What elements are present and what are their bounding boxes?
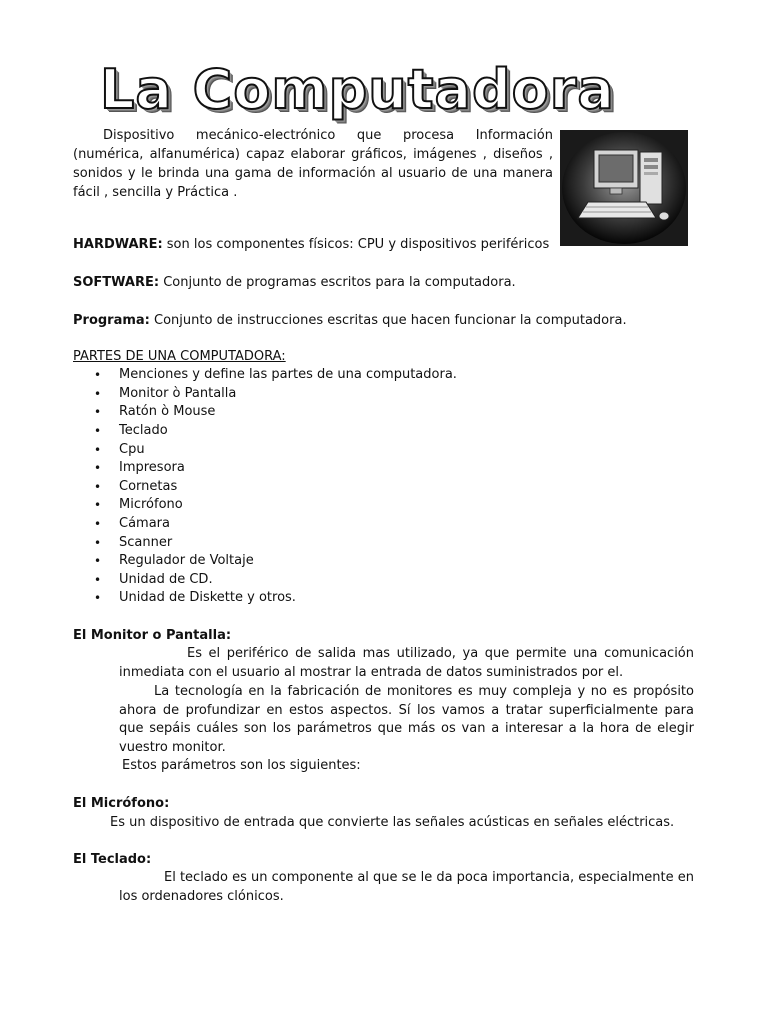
bullet-icon: • [94,442,102,457]
intro-paragraph: Dispositivo mecánico-electrónico que procesa Información (numérica, alfanumérica) capaz elaborar gráficos, imágenes , diseños , sonidos y le brinda una gama de información al usuario de una manera fácil , sencilla y Práctica . [73,128,553,200]
list-item-text: Unidad de CD. [119,571,213,587]
list-item [94,515,457,534]
monitor-paragraph-2: La tecnología en la fabricación de monitores es muy compleja y no es propósito ahora de profundizar en estos aspectos. Sí los vamos a tratar superficialmente para que sepáis cuáles son los parámetros que más os van a interesar a la hora de elegir vuestro monitor. [119,684,694,755]
microfono-section-title: El Micrófono: [73,796,170,811]
bullet-icon: • [94,461,102,476]
parts-heading: PARTES DE UNA COMPUTADORA: [73,349,286,364]
list-item [94,422,457,441]
bullet-icon: • [94,498,102,513]
bullet-icon: • [94,517,102,532]
list-item-text: Cornetas [119,478,178,494]
list-item [94,533,457,552]
hardware-definition [73,236,549,254]
list-item-text: Monitor ò Pantalla [119,385,237,401]
bullet-icon: • [94,535,102,550]
list-item-text: Micrófono [119,497,183,513]
bullet-icon: • [94,554,102,569]
parts-list [94,366,457,608]
bullet-icon: • [94,591,102,606]
bullet-icon: • [94,405,102,420]
computer-illustration [560,130,688,246]
list-item-text: Menciones y define las partes de una computadora. [119,367,457,383]
bullet-icon: • [94,368,102,383]
list-item-text: Impresora [119,460,185,476]
software-term: SOFTWARE: [73,275,160,290]
list-item [94,571,457,590]
list-item [94,385,457,404]
monitor-section-title: El Monitor o Pantalla: [73,628,232,643]
list-item-text: Regulador de Voltaje [119,553,254,569]
teclado-paragraph: El teclado es un componente al que se le da poca importancia, especialmente en los ordenadores clónicos. [119,870,694,904]
list-item [94,496,457,515]
list-item [94,403,457,422]
bullet-icon: • [94,479,102,494]
list-item-text: Scanner [119,534,173,550]
list-item [94,589,457,608]
programa-term: Programa: [73,313,150,328]
list-item [94,459,457,478]
programa-text: Conjunto de instrucciones escritas que hacen funcionar la computadora. [149,313,627,328]
hardware-term: HARDWARE: [73,237,163,252]
software-text: Conjunto de programas escritos para la computadora. [159,275,516,290]
list-item-text: Cpu [119,441,145,457]
document-title: La Computadora [100,58,615,121]
monitor-paragraph-3: Estos parámetros son los siguientes: [122,758,361,773]
bullet-icon: • [94,572,102,587]
software-definition [73,274,516,292]
programa-definition [73,312,627,330]
list-item [94,552,457,571]
bullet-icon: • [94,386,102,401]
list-item-text: Cámara [119,516,170,532]
list-item [94,440,457,459]
list-item-text: Ratón ò Mouse [119,404,216,420]
hardware-text: son los componentes físicos: CPU y dispositivos periféricos [162,237,550,252]
list-item-text: Teclado [119,423,168,439]
list-item [94,478,457,497]
teclado-section-title: El Teclado: [73,852,152,867]
list-item-text: Unidad de Diskette y otros. [119,590,296,606]
monitor-paragraph-1: Es el periférico de salida mas utilizado, ya que permite una comunicación inmediata con el usuario al mostrar la entrada de datos suministrados por el. [119,646,694,680]
bullet-icon: • [94,424,102,439]
microfono-paragraph: Es un dispositivo de entrada que convierte las señales acústicas en señales eléctricas. [110,815,675,830]
list-item [94,366,457,385]
